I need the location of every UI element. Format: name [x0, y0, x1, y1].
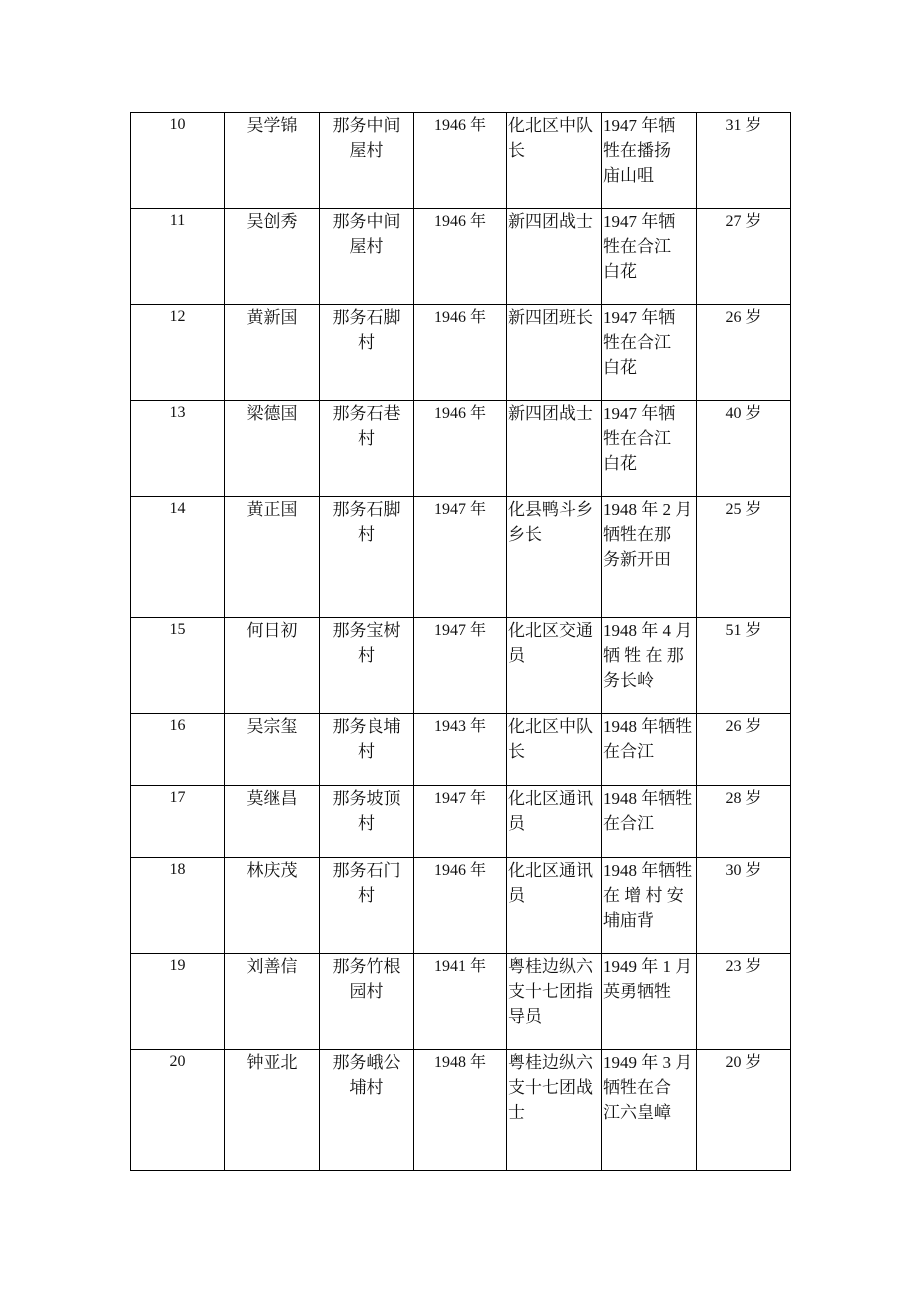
age-cell: 31 岁 — [697, 113, 791, 209]
sacrifice-cell: 1948 年牺牲 在合江 — [602, 714, 697, 786]
table-row — [131, 1050, 791, 1171]
age-cell: 28 岁 — [697, 786, 791, 858]
sacrifice-cell: 1947 年牺 牲在合江 白花 — [602, 401, 697, 497]
join-year-cell: 1946 年 — [414, 209, 507, 305]
unit-position-cell: 粤桂边纵六 支十七团战 士 — [507, 1050, 602, 1171]
village-cell: 那务中间 屋村 — [320, 113, 414, 209]
table-row — [131, 858, 791, 954]
table-row — [131, 954, 791, 1050]
village-cell: 那务坡顶 村 — [320, 786, 414, 858]
unit-position-cell: 新四团战士 — [507, 401, 602, 497]
row-number: 16 — [131, 714, 225, 786]
table-row — [131, 209, 791, 305]
join-year-cell: 1943 年 — [414, 714, 507, 786]
village-cell: 那务宝树 村 — [320, 618, 414, 714]
age-cell: 25 岁 — [697, 497, 791, 618]
unit-position-cell: 化北区中队 长 — [507, 113, 602, 209]
sacrifice-cell: 1947 年牺 牲在播扬 庙山咀 — [602, 113, 697, 209]
join-year-cell: 1947 年 — [414, 786, 507, 858]
join-year-cell: 1946 年 — [414, 113, 507, 209]
join-year-cell: 1947 年 — [414, 497, 507, 618]
name-cell: 钟亚北 — [225, 1050, 320, 1171]
village-cell: 那务石门 村 — [320, 858, 414, 954]
table-body — [131, 113, 791, 1171]
name-cell: 刘善信 — [225, 954, 320, 1050]
unit-position-cell: 化北区中队 长 — [507, 714, 602, 786]
join-year-cell: 1947 年 — [414, 618, 507, 714]
name-cell: 莫继昌 — [225, 786, 320, 858]
village-cell: 那务良埔 村 — [320, 714, 414, 786]
age-cell: 30 岁 — [697, 858, 791, 954]
sacrifice-cell: 1947 年牺 牲在合江 白花 — [602, 305, 697, 401]
name-cell: 何日初 — [225, 618, 320, 714]
unit-position-cell: 化北区通讯 员 — [507, 786, 602, 858]
table-row — [131, 401, 791, 497]
row-number: 10 — [131, 113, 225, 209]
join-year-cell: 1946 年 — [414, 305, 507, 401]
age-cell: 40 岁 — [697, 401, 791, 497]
name-cell: 吴宗玺 — [225, 714, 320, 786]
sacrifice-cell: 1948 年牺牲 在合江 — [602, 786, 697, 858]
sacrifice-cell: 1947 年牺 牲在合江 白花 — [602, 209, 697, 305]
name-cell: 吴学锦 — [225, 113, 320, 209]
table-row — [131, 786, 791, 858]
table-row — [131, 305, 791, 401]
age-cell: 20 岁 — [697, 1050, 791, 1171]
unit-position-cell: 新四团战士 — [507, 209, 602, 305]
age-cell: 51 岁 — [697, 618, 791, 714]
village-cell: 那务石脚 村 — [320, 305, 414, 401]
sacrifice-cell: 1948 年 2 月 牺牲在那 务新开田 — [602, 497, 697, 618]
join-year-cell: 1946 年 — [414, 401, 507, 497]
village-cell: 那务峨公 埔村 — [320, 1050, 414, 1171]
row-number: 14 — [131, 497, 225, 618]
unit-position-cell: 粤桂边纵六 支十七团指 导员 — [507, 954, 602, 1050]
table-row — [131, 497, 791, 618]
village-cell: 那务石巷 村 — [320, 401, 414, 497]
sacrifice-cell: 1949 年 1 月 英勇牺牲 — [602, 954, 697, 1050]
age-cell: 26 岁 — [697, 305, 791, 401]
name-cell: 黄新国 — [225, 305, 320, 401]
join-year-cell: 1941 年 — [414, 954, 507, 1050]
age-cell: 26 岁 — [697, 714, 791, 786]
row-number: 18 — [131, 858, 225, 954]
name-cell: 黄正国 — [225, 497, 320, 618]
village-cell: 那务中间 屋村 — [320, 209, 414, 305]
table-row — [131, 714, 791, 786]
row-number: 19 — [131, 954, 225, 1050]
age-cell: 23 岁 — [697, 954, 791, 1050]
row-number: 13 — [131, 401, 225, 497]
sacrifice-cell: 1948 年牺牲 在 增 村 安 埔庙背 — [602, 858, 697, 954]
name-cell: 吴创秀 — [225, 209, 320, 305]
unit-position-cell: 化北区交通 员 — [507, 618, 602, 714]
name-cell: 林庆茂 — [225, 858, 320, 954]
name-cell: 梁德国 — [225, 401, 320, 497]
row-number: 20 — [131, 1050, 225, 1171]
village-cell: 那务石脚 村 — [320, 497, 414, 618]
village-cell: 那务竹根 园村 — [320, 954, 414, 1050]
table-row — [131, 113, 791, 209]
sacrifice-cell: 1949 年 3 月 牺牲在合 江六皇嶂 — [602, 1050, 697, 1171]
unit-position-cell: 化北区通讯 员 — [507, 858, 602, 954]
row-number: 17 — [131, 786, 225, 858]
row-number: 11 — [131, 209, 225, 305]
sacrifice-cell: 1948 年 4 月 牺 牲 在 那 务长岭 — [602, 618, 697, 714]
row-number: 15 — [131, 618, 225, 714]
table-row — [131, 618, 791, 714]
unit-position-cell: 新四团班长 — [507, 305, 602, 401]
age-cell: 27 岁 — [697, 209, 791, 305]
unit-position-cell: 化县鸭斗乡 乡长 — [507, 497, 602, 618]
join-year-cell: 1948 年 — [414, 1050, 507, 1171]
martyr-roster-table — [130, 112, 791, 1171]
row-number: 12 — [131, 305, 225, 401]
join-year-cell: 1946 年 — [414, 858, 507, 954]
